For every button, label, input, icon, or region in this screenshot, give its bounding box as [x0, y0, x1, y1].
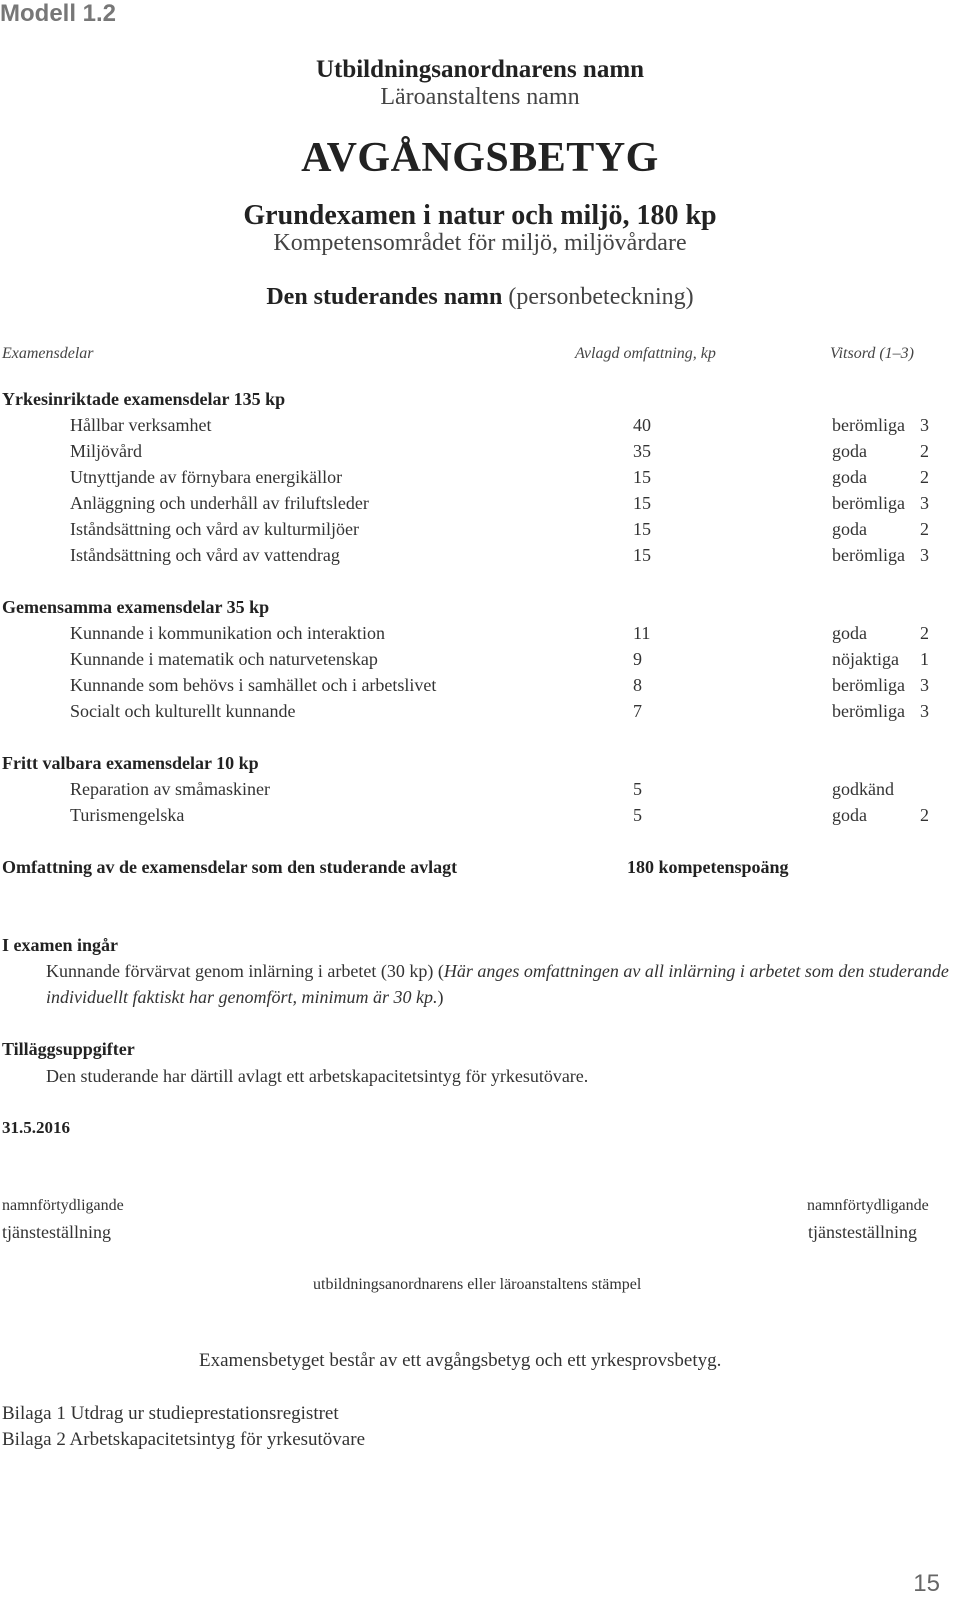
column-header-scope: Avlagd omfattning, kp: [575, 345, 716, 362]
row-grade-number: 2: [920, 623, 929, 643]
row-grade: berömliga: [832, 701, 905, 721]
row-grade-number: 3: [920, 415, 929, 435]
included-note-line1: Här anges omfattningen av all inlärning i arbetet som den studerande: [443, 961, 949, 981]
attachment-1: Bilaga 1 Utdrag ur studieprestationsregistret: [2, 1403, 339, 1424]
total-value: 180 kompetenspoäng: [627, 857, 789, 877]
row-grade-number: 1: [920, 649, 929, 669]
row-name: Utnyttjande av förnybara energikällor: [70, 467, 343, 487]
included-note-line2: individuellt faktiskt har genomfört, minimum är 30 kp.: [46, 987, 438, 1007]
stamp-label: utbildningsanordnarens eller läroanstaltens stämpel: [313, 1276, 642, 1293]
competence-area: Kompetensområdet för miljö, miljövårdare: [273, 230, 687, 256]
row-grade-number: 3: [920, 545, 929, 565]
row-name: Iståndsättning och vård av kulturmiljöer: [70, 519, 359, 539]
row-grade: nöjaktiga: [832, 649, 899, 669]
organizer-name: Utbildningsanordnarens namn: [315, 56, 645, 83]
included-text-line1: [46, 961, 949, 982]
additional-heading: Tilläggsuppgifter: [2, 1039, 135, 1059]
signature-right-name: namnförtydligande: [807, 1197, 929, 1214]
row-name: Reparation av småmaskiner: [70, 779, 270, 799]
student-line: [0, 284, 960, 311]
issue-date: 31.5.2016: [2, 1118, 70, 1137]
row-grade: berömliga: [832, 493, 905, 513]
certificate-title: AVGÅNGSBETYG: [301, 135, 659, 181]
row-kp: 15: [633, 545, 651, 565]
composition-note: Examensbetyget består av ett avgångsbetyg och ett yrkesprovsbetyg.: [199, 1350, 722, 1371]
row-grade: goda: [832, 467, 867, 487]
row-grade: godkänd: [832, 779, 894, 799]
section-title: Yrkesinriktade examensdelar 135 kp: [2, 389, 286, 409]
row-kp: 15: [633, 493, 651, 513]
row-kp: 40: [633, 415, 651, 435]
attachment-2: Bilaga 2 Arbetskapacitetsintyg för yrkesutövare: [2, 1429, 366, 1450]
row-grade-number: 2: [920, 805, 929, 825]
row-kp: 15: [633, 519, 651, 539]
row-kp: 5: [633, 805, 642, 825]
row-grade: goda: [832, 623, 867, 643]
row-name: Kunnande i matematik och naturvetenskap: [70, 649, 378, 669]
additional-text: Den studerande har därtill avlagt ett arbetskapacitetsintyg för yrkesutövare.: [46, 1066, 589, 1086]
institution-name: Läroanstaltens namn: [380, 84, 580, 110]
total-label: Omfattning av de examensdelar som den studerande avlagt: [2, 857, 458, 877]
row-grade: berömliga: [832, 545, 905, 565]
row-grade: goda: [832, 441, 867, 461]
included-heading: I examen ingår: [2, 935, 118, 955]
signature-left-name: namnförtydligande: [2, 1197, 124, 1214]
row-grade-number: 3: [920, 493, 929, 513]
included-close: ): [437, 987, 444, 1007]
row-grade: goda: [832, 805, 867, 825]
row-grade: berömliga: [832, 675, 905, 695]
section-title: Fritt valbara examensdelar 10 kp: [2, 753, 259, 773]
column-header-parts: Examensdelar: [2, 345, 94, 362]
personal-id: (personbeteckning): [508, 284, 694, 310]
row-grade: berömliga: [832, 415, 905, 435]
included-text: Kunnande förvärvat genom inlärning i arbetet (30 kp) (: [46, 961, 444, 981]
row-name: Anläggning och underhåll av friluftsleder: [70, 493, 369, 513]
row-grade-number: 3: [920, 675, 929, 695]
row-name: Hållbar verksamhet: [70, 415, 212, 435]
row-kp: 5: [633, 779, 642, 799]
row-kp: 35: [633, 441, 651, 461]
row-kp: 11: [633, 623, 651, 643]
row-grade-number: 3: [920, 701, 929, 721]
section-title: Gemensamma examensdelar 35 kp: [2, 597, 270, 617]
row-name: Kunnande som behövs i samhället och i arbetslivet: [70, 675, 437, 695]
signature-right-title: tjänsteställning: [808, 1222, 917, 1242]
row-kp: 7: [633, 701, 642, 721]
student-name: Den studerandes namn: [266, 284, 503, 310]
row-grade-number: 2: [920, 467, 929, 487]
row-kp: 15: [633, 467, 651, 487]
row-kp: 8: [633, 675, 642, 695]
row-name: Turismengelska: [70, 805, 185, 825]
row-name: Miljövård: [70, 441, 142, 461]
row-name: Kunnande i kommunikation och interaktion: [70, 623, 385, 643]
row-grade: goda: [832, 519, 867, 539]
row-grade-number: 2: [920, 519, 929, 539]
signature-left-title: tjänsteställning: [2, 1222, 111, 1242]
row-kp: 9: [633, 649, 642, 669]
row-name: Socialt och kulturellt kunnande: [70, 701, 296, 721]
model-label: Modell 1.2: [0, 0, 117, 27]
column-header-grade: Vitsord (1–3): [830, 345, 914, 362]
page-number: 15: [913, 1570, 940, 1597]
included-text-line2: [46, 987, 443, 1008]
row-name: Iståndsättning och vård av vattendrag: [70, 545, 340, 565]
row-grade-number: 2: [920, 441, 929, 461]
degree-title: Grundexamen i natur och miljö, 180 kp: [243, 200, 717, 231]
